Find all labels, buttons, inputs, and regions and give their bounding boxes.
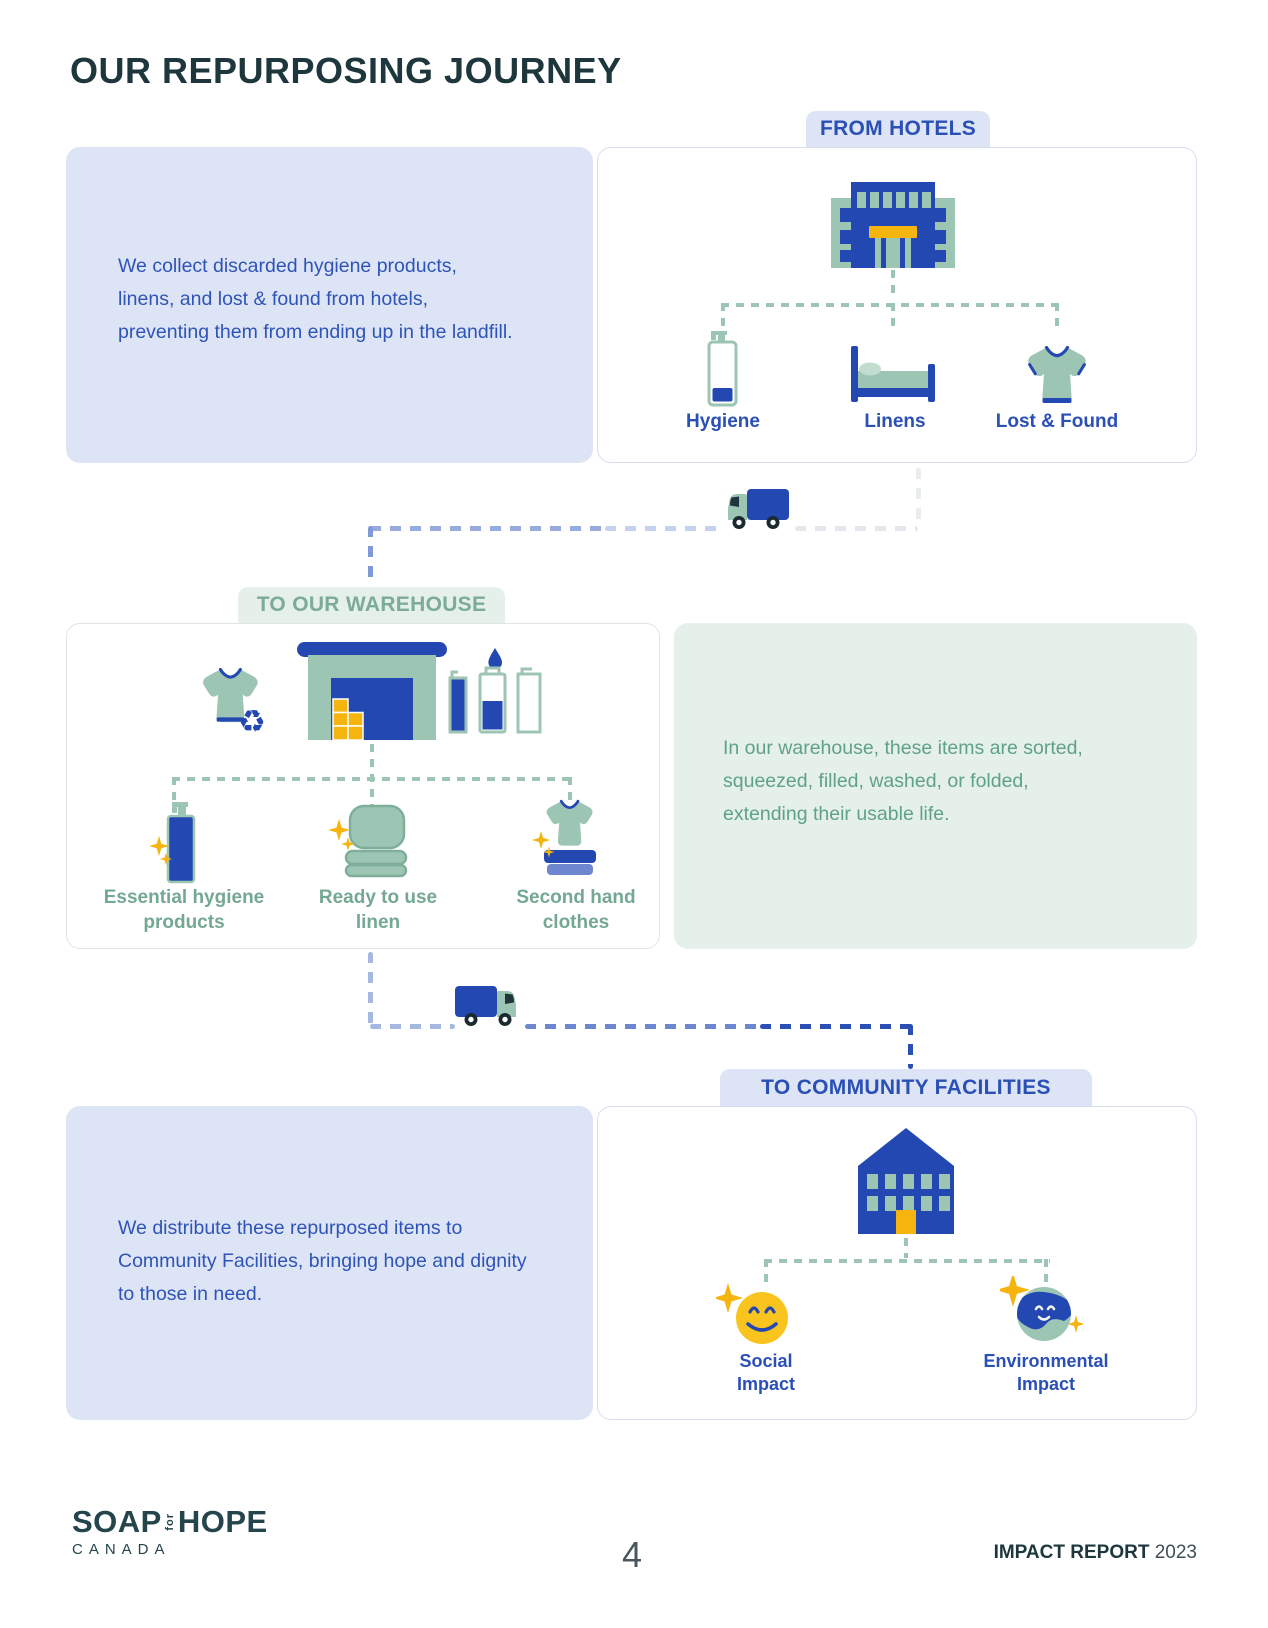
community-connector-bar: [764, 1259, 1050, 1263]
route1-segment-light: [795, 526, 918, 531]
hotels-section-label: [806, 111, 990, 147]
community-description: We distribute these repurposed items to Community Facilities, bringing hope and dignity to those in need.: [118, 1217, 527, 1305]
brand-logo: [72, 1504, 268, 1558]
brand-soap: SOAP: [72, 1504, 162, 1539]
hotel-building-icon: [831, 182, 955, 268]
hotel-connector-stem: [891, 270, 895, 300]
route1-segment-mid: [605, 526, 725, 531]
community-connector-stem: [904, 1238, 908, 1258]
pillow-linen-icon: [326, 802, 418, 884]
hotel-item-label: Linens: [864, 411, 926, 432]
tshirt-icon: [1025, 346, 1089, 404]
community-item-label: Social Impact: [736, 1351, 796, 1395]
warehouse-connector-bar: [172, 777, 572, 781]
brand-country: CANADA: [72, 1541, 171, 1558]
route2-down: [908, 1024, 913, 1069]
hotels-section-label-text: FROM HOTELS: [819, 117, 977, 140]
smiley-face-icon: [716, 1280, 796, 1346]
hotel-connector-drop-3: [1055, 303, 1059, 329]
route2-segment-mid: [525, 1024, 760, 1029]
community-building-icon: [854, 1126, 958, 1234]
warehouse-item-label: Essential hygiene products: [103, 887, 265, 933]
report-year: 2023: [1154, 1542, 1197, 1563]
route1-segment-blue: [370, 526, 605, 531]
hotel-connector-drop-2: [891, 303, 895, 329]
folded-clothes-icon: [532, 798, 608, 884]
brand-hope: HOPE: [177, 1504, 268, 1539]
report-label: IMPACT REPORT: [993, 1542, 1150, 1563]
truck-icon: [453, 981, 519, 1029]
recycle-symbol: ♻: [238, 704, 266, 736]
brand-logo-line1: [72, 1504, 268, 1540]
route2-drop: [368, 952, 373, 1026]
route2-segment-light: [370, 1024, 455, 1029]
warehouse-building-icon: [297, 642, 447, 740]
report-footer: [994, 1542, 1197, 1564]
warehouse-item-label: Ready to use linen: [318, 887, 438, 933]
warehouse-section-label: [238, 587, 505, 623]
route2-segment-dark: [760, 1024, 912, 1029]
pump-bottle-icon: [150, 800, 206, 886]
bed-icon: [849, 344, 937, 404]
hotels-description: We collect discarded hygiene products, linens, and lost & found from hotels, preventing them from ending up in the landfill.: [118, 255, 513, 343]
page-number: 4: [621, 1534, 643, 1575]
route1-drop: [916, 468, 921, 528]
route1-down: [368, 526, 373, 586]
hotel-item-label: Hygiene: [686, 411, 760, 432]
soap-dispenser-icon: [701, 328, 745, 408]
page-title: OUR REPURPOSING JOURNEY: [70, 50, 622, 91]
earth-globe-icon: [1000, 1276, 1084, 1346]
hotel-item-label: Lost & Found: [995, 411, 1119, 432]
warehouse-section-label-text: TO OUR WAREHOUSE: [256, 593, 487, 616]
refill-bottles-icon: [442, 646, 542, 738]
brand-for: for: [163, 1513, 176, 1531]
truck-icon: [725, 484, 791, 532]
warehouse-description: In our warehouse, these items are sorted, squeezed, filled, washed, or folded, extending their usable life.: [723, 737, 1083, 825]
warehouse-item-label: Second hand clothes: [516, 887, 636, 933]
community-item-label: Environmental Impact: [983, 1351, 1109, 1395]
recycle-tshirt-icon: [196, 666, 280, 736]
community-section-label: [720, 1069, 1092, 1106]
community-section-label-text: TO COMMUNITY FACILITIES: [761, 1075, 1051, 1099]
hotel-connector-drop-1: [721, 303, 725, 329]
